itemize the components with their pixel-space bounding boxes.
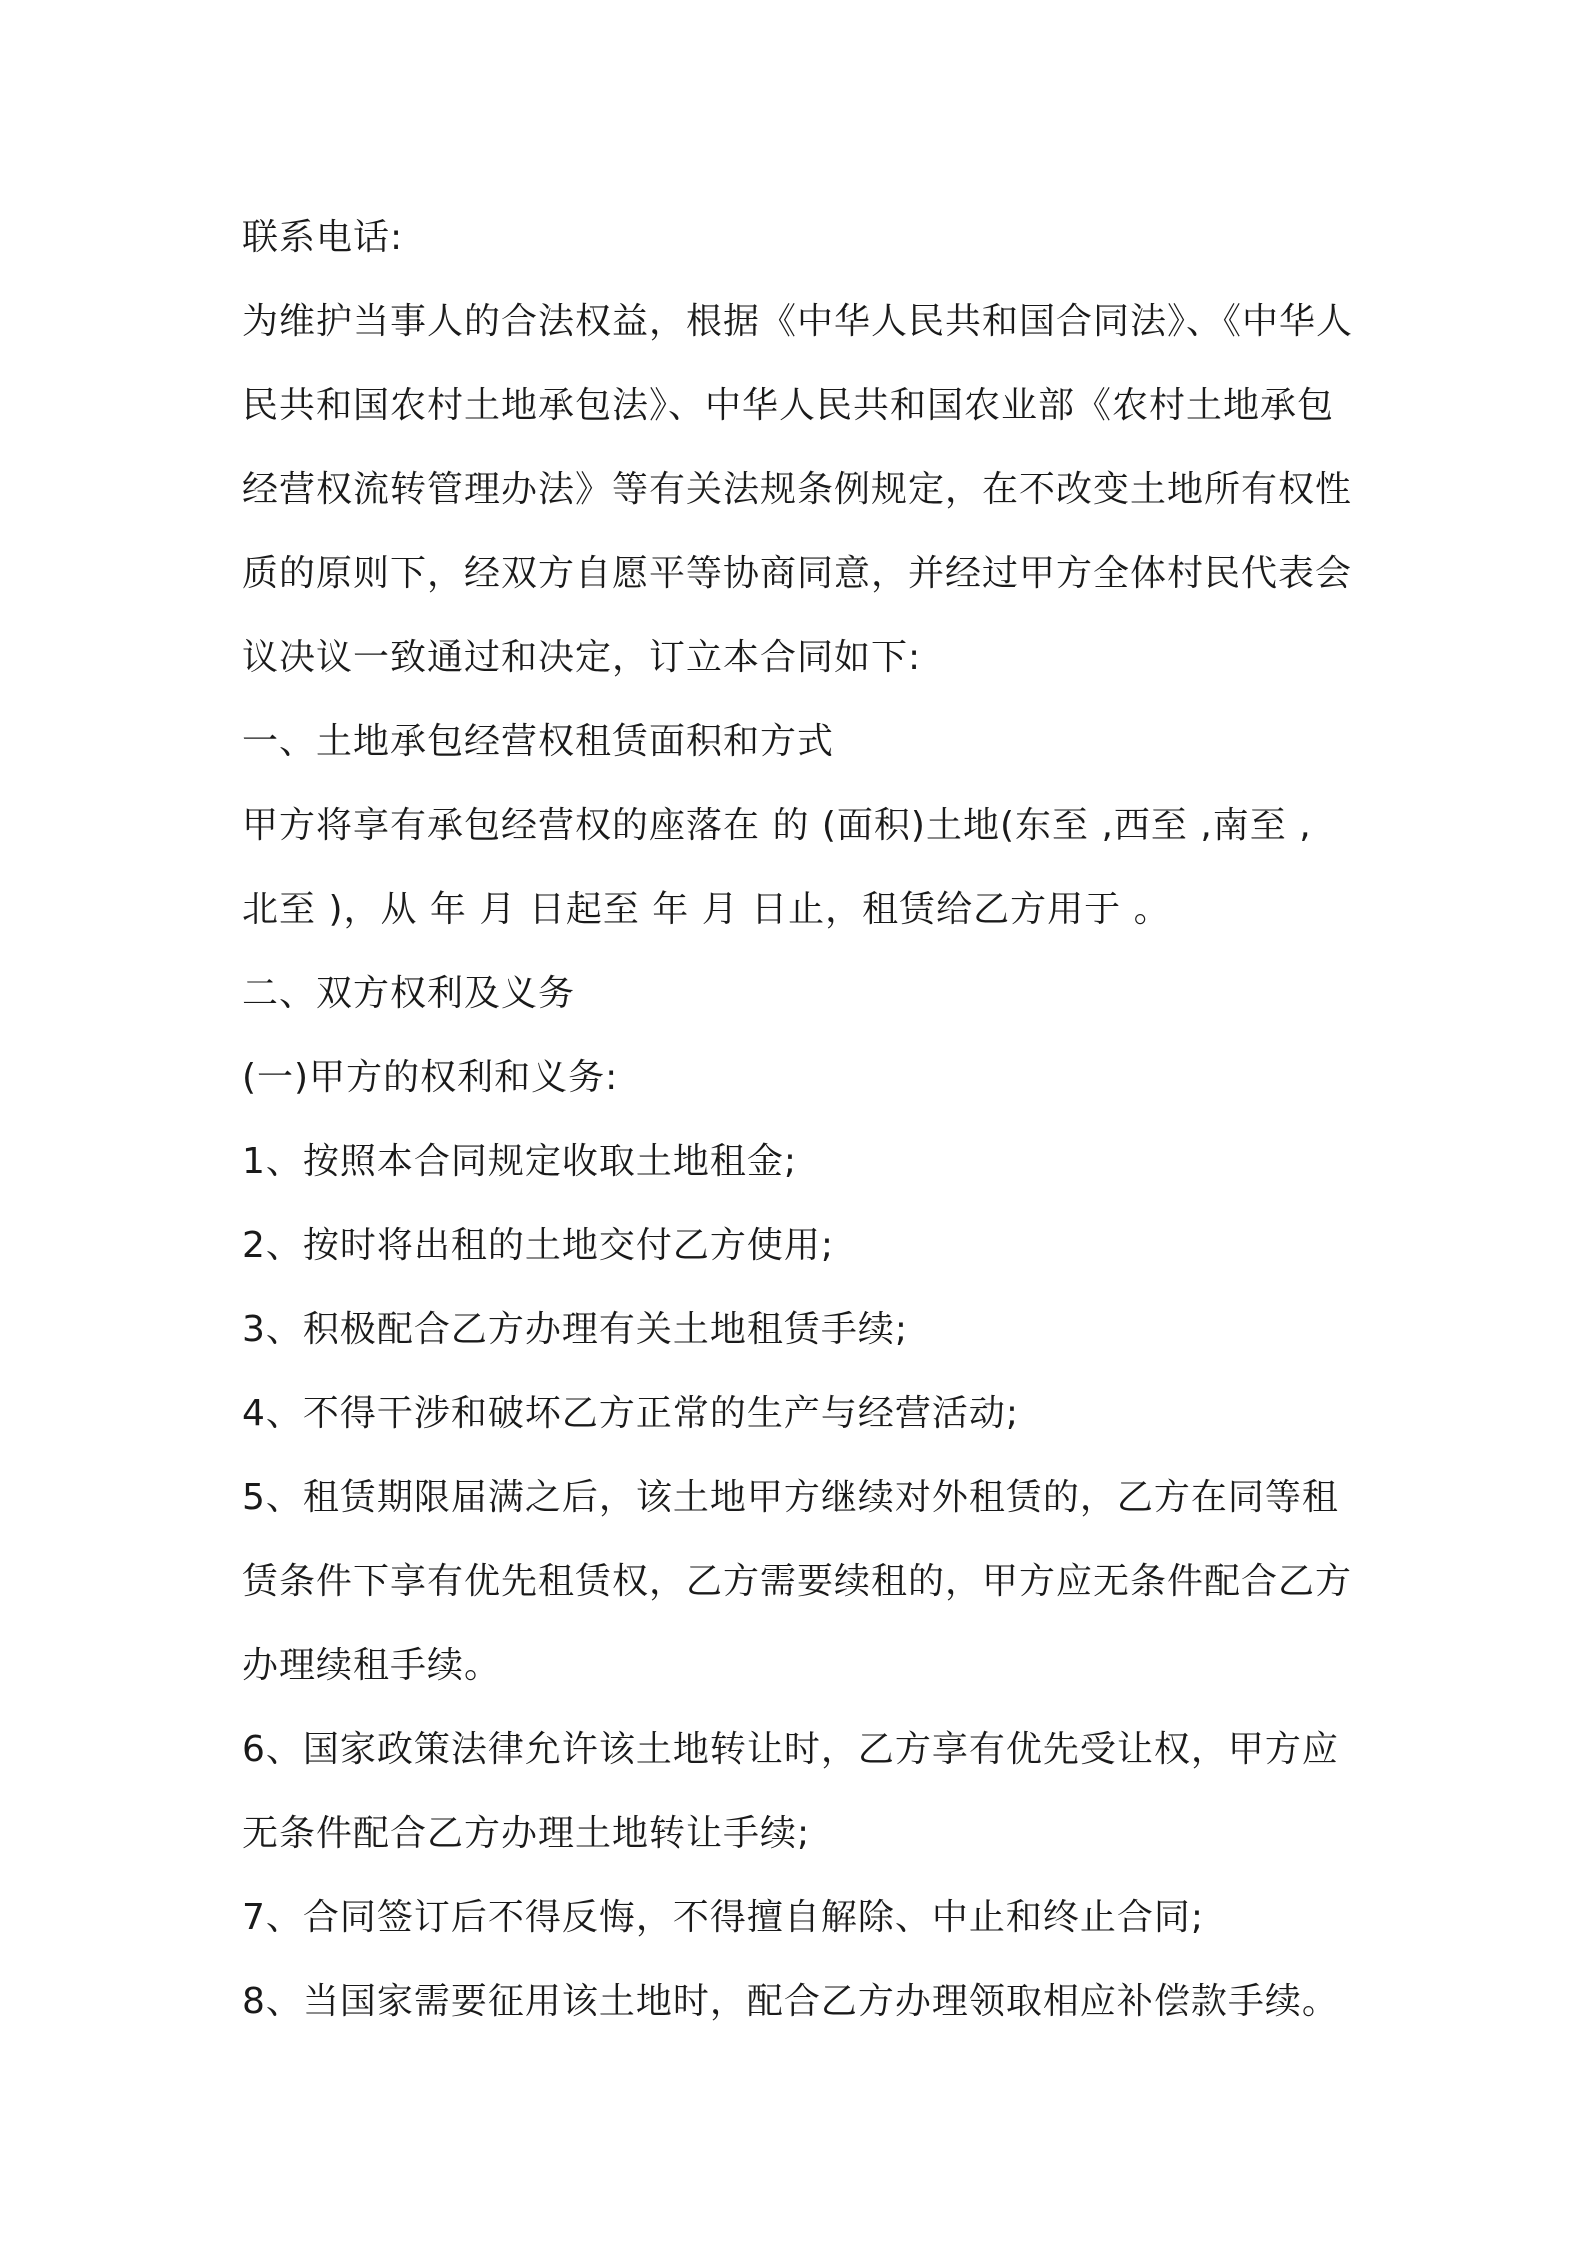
clause-1: 1、按照本合同规定收取土地租金;	[242, 1141, 798, 1182]
lease-terms-line-1: 甲方将享有承包经营权的座落在 的 (面积)土地(东至 ,西至 ,南至 ,	[242, 805, 1312, 846]
clause-6-line-2: 无条件配合乙方办理土地转让手续;	[242, 1813, 811, 1854]
clause-8: 8、当国家需要征用该土地时，配合乙方办理领取相应补偿款手续。	[242, 1981, 1339, 2022]
subsection-heading-party-a: (一)甲方的权利和义务:	[242, 1057, 619, 1098]
clause-5-line-3: 办理续租手续。	[242, 1645, 502, 1686]
contract-text	[242, 196, 1372, 2044]
clause-4: 4、不得干涉和破坏乙方正常的生产与经营活动;	[242, 1393, 1020, 1434]
clause-3: 3、积极配合乙方办理有关土地租赁手续;	[242, 1309, 909, 1350]
preamble-line-4: 质的原则下，经双方自愿平等协商同意，并经过甲方全体村民代表会	[242, 553, 1353, 594]
lease-terms-line-2: 北至 )，从 年 月 日起至 年 月 日止，租赁给乙方用于 。	[242, 889, 1171, 930]
preamble-line-3: 经营权流转管理办法》等有关法规条例规定，在不改变土地所有权性	[242, 469, 1353, 510]
clause-6-line-1: 6、国家政策法律允许该土地转让时，乙方享有优先受让权，甲方应	[242, 1729, 1339, 1770]
preamble-line-5: 议决议一致通过和决定，订立本合同如下:	[242, 637, 922, 678]
clause-2: 2、按时将出租的土地交付乙方使用;	[242, 1225, 835, 1266]
preamble-line-1: 为维护当事人的合法权益，根据《中华人民共和国合同法》、《中华人	[242, 301, 1354, 342]
clause-5-line-2: 赁条件下享有优先租赁权，乙方需要续租的，甲方应无条件配合乙方	[242, 1561, 1353, 1602]
preamble-line-2: 民共和国农村土地承包法》、中华人民共和国农业部《农村土地承包	[242, 385, 1335, 426]
clause-5-line-1: 5、租赁期限届满之后，该土地甲方继续对外租赁的，乙方在同等租	[242, 1477, 1339, 1518]
contact-phone-line: 联系电话:	[242, 217, 404, 258]
clause-7: 7、合同签订后不得反悔，不得擅自解除、中止和终止合同;	[242, 1897, 1205, 1938]
section-heading-2: 二、双方权利及义务	[242, 973, 576, 1014]
section-heading-1: 一、土地承包经营权租赁面积和方式	[242, 721, 835, 762]
